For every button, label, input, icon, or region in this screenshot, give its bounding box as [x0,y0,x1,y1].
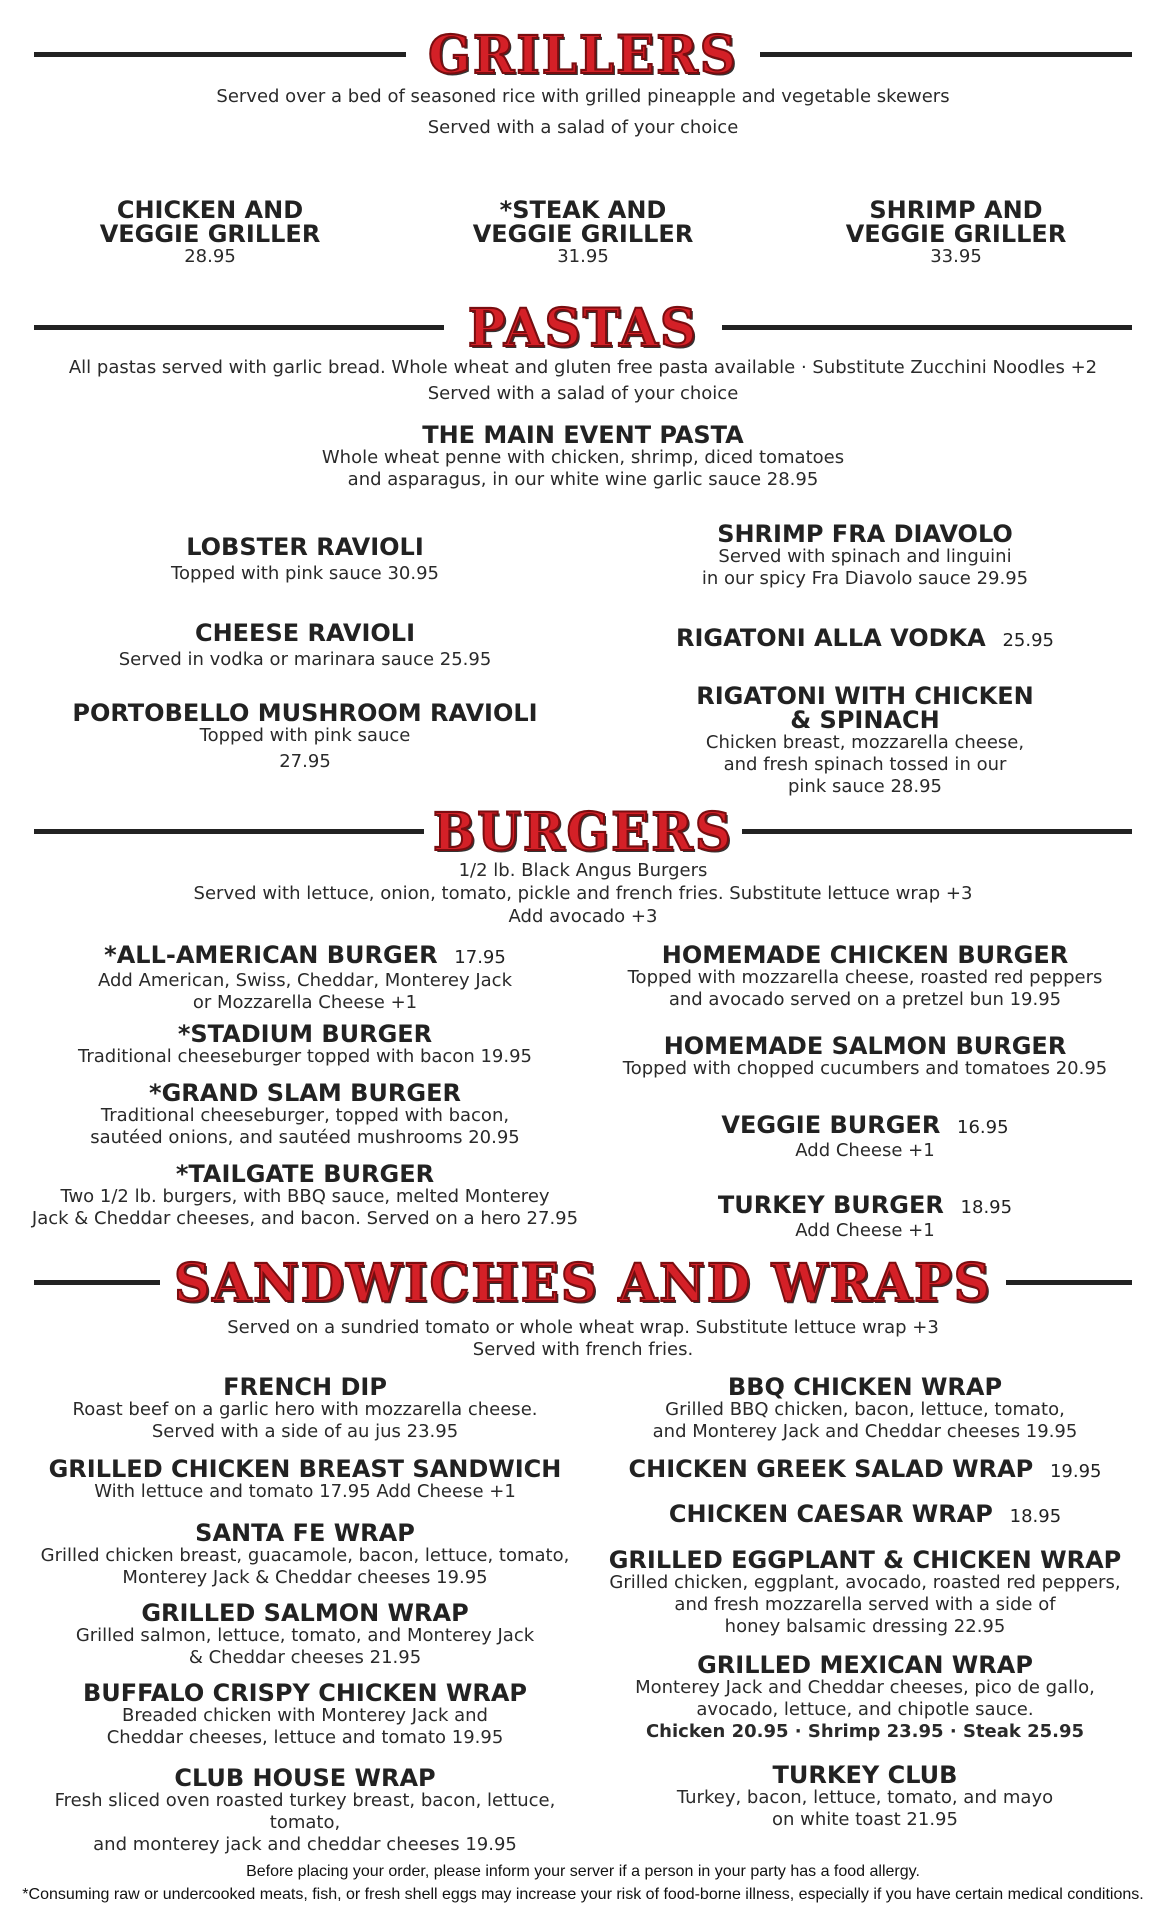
rule-left [34,325,444,330]
menu-item-chicken-greek-salad-wrap: CHICKEN GREEK SALAD WRAP 19.95 [628,1455,1102,1483]
menu-item-grilled-eggplant-chicken-wrap: GRILLED EGGPLANT & CHICKEN WRAP Grilled chicken, eggplant, avocado, roasted red peppers, and fresh mozzarella served with a side of honey balsamic dressing 22.95 [608,1546,1122,1637]
menu-item-grilled-mexican-wrap: GRILLED MEXICAN WRAP Monterey Jack and Cheddar cheeses, pico de gallo, avocado, lettuce, and chipotle sauce. Chicken 20.95 · Shrimp 23.95 · Steak 25.95 [635,1651,1095,1742]
menu-item-grand-slam-burger: *GRAND SLAM BURGER Traditional cheeseburger, topped with bacon, sautéed onions, and sautéed mushrooms 20.95 [90,1079,520,1148]
rule-right [1006,1280,1132,1285]
section-title-pastas: PASTAS [467,296,699,359]
menu-item-chicken-caesar-wrap: CHICKEN CAESAR WRAP 18.95 [668,1500,1062,1528]
burgers-note-served: Served with lettuce, onion, tomato, pickle and french fries. Substitute lettuce wrap +3 [193,883,973,904]
menu-item-rigatoni-chicken-spinach: RIGATONI WITH CHICKEN & SPINACH Chicken breast, mozzarella cheese, and fresh spinach tossed in our pink sauce 28.95 [696,682,1034,797]
sandwiches-note-wrap: Served on a sundried tomato or whole wheat wrap. Substitute lettuce wrap +3 [227,1317,939,1338]
menu-item-all-american-burger: *ALL-AMERICAN BURGER 17.95 Add American, Swiss, Cheddar, Monterey Jack or Mozzarella Cheese +1 [98,941,512,1013]
menu-item-veggie-burger: VEGGIE BURGER 16.95 Add Cheese +1 [721,1111,1009,1161]
menu-item-santa-fe-wrap: SANTA FE WRAP Grilled chicken breast, guacamole, bacon, lettuce, tomato, Monterey Jack & Cheddar cheeses 19.95 [40,1519,570,1588]
burgers-note-angus: 1/2 lb. Black Angus Burgers [458,860,708,881]
rule-left [34,829,424,834]
price: 25.95 [1002,630,1054,651]
price: 16.95 [957,1117,1009,1138]
menu-item-bbq-chicken-wrap: BBQ CHICKEN WRAP Grilled BBQ chicken, bacon, lettuce, tomato, and Monterey Jack and Cheddar cheeses 19.95 [652,1373,1078,1442]
menu-item-shrimp-fra-diavolo: SHRIMP FRA DIAVOLO Served with spinach and linguini in our spicy Fra Diavolo sauce 29.95 [701,520,1029,589]
menu-item-cheese-ravioli: CHEESE RAVIOLI Served in vodka or marinara sauce 25.95 [118,619,492,670]
pastas-note-salad: Served with a salad of your choice [427,383,739,404]
section-title-burgers: BURGERS [433,800,733,863]
consumption-warning: *Consuming raw or undercooked meats, fish, or fresh shell eggs may increase your risk of food-borne illness, especially if you have certain medical conditions. [22,1886,1144,1903]
menu-item-stadium-burger: *STADIUM BURGER Traditional cheeseburger topped with bacon 19.95 [78,1020,532,1067]
burgers-header [0,802,1166,862]
menu-item-lobster-ravioli: LOBSTER RAVIOLI Topped with pink sauce 30.95 [171,533,439,584]
menu-item-steak-griller: *STEAK AND VEGGIE GRILLER 31.95 [433,198,733,268]
rule-right [760,52,1132,57]
menu-item-club-house-wrap: CLUB HOUSE WRAP Fresh sliced oven roasted turkey breast, bacon, lettuce, tomato, and monterey jack and cheddar cheeses 19.95 [54,1764,556,1855]
menu-item-tailgate-burger: *TAILGATE BURGER Two 1/2 lb. burgers, with BBQ sauce, melted Monterey Jack & Cheddar cheeses, and bacon. Served on a hero 27.95 [31,1160,579,1229]
menu-item-chicken-burger: HOMEMADE CHICKEN BURGER Topped with mozzarella cheese, roasted red peppers and avocado served on a pretzel bun 19.95 [627,941,1103,1010]
rule-right [742,829,1132,834]
price: 18.95 [1009,1506,1062,1527]
grillers-note: Served over a bed of seasoned rice with grilled pineapple and vegetable skewers [216,86,950,107]
price: 19.95 [1049,1461,1102,1482]
menu-item-rigatoni-vodka: RIGATONI ALLA VODKA 25.95 [676,624,1054,652]
price: 33.95 [930,246,982,267]
menu-item-main-event-pasta: THE MAIN EVENT PASTA Whole wheat penne with chicken, shrimp, diced tomatoes and asparagus, in our white wine garlic sauce 28.95 [321,421,845,490]
section-title-grillers: GRILLERS [428,23,738,86]
rule-left [34,1280,160,1285]
grillers-header [0,25,1166,85]
pastas-header [0,298,1166,358]
menu-item-grilled-chicken-sandwich: GRILLED CHICKEN BREAST SANDWICH With lettuce and tomato 17.95 Add Cheese +1 [48,1455,562,1502]
price: 18.95 [960,1197,1013,1218]
rule-left [34,52,406,57]
menu-item-turkey-burger: TURKEY BURGER 18.95 Add Cheese +1 [717,1191,1013,1241]
rule-right [722,325,1132,330]
menu-item-shrimp-griller: SHRIMP AND VEGGIE GRILLER 33.95 [806,198,1106,268]
menu-item-grilled-salmon-wrap: GRILLED SALMON WRAP Grilled salmon, lettuce, tomato, and Monterey Jack & Cheddar cheeses 21.95 [75,1599,535,1668]
menu-item-chicken-griller: CHICKEN AND VEGGIE GRILLER 28.95 [60,198,360,268]
price: 31.95 [557,246,609,267]
menu-item-buffalo-crispy-chicken-wrap: BUFFALO CRISPY CHICKEN WRAP Breaded chicken with Monterey Jack and Cheddar cheeses, lettuce and tomato 19.95 [82,1679,527,1748]
menu-item-salmon-burger: HOMEMADE SALMON BURGER Topped with chopped cucumbers and tomatoes 20.95 [622,1032,1108,1079]
menu-item-portobello-ravioli: PORTOBELLO MUSHROOM RAVIOLI Topped with pink sauce 27.95 [72,699,538,772]
grillers-note-salad: Served with a salad of your choice [427,117,739,138]
section-title-sandwiches: SANDWICHES AND WRAPS [174,1251,992,1314]
burgers-note-avocado: Add avocado +3 [508,906,658,927]
sandwiches-note-fries: Served with french fries. [472,1339,694,1360]
sandwiches-header [0,1253,1166,1313]
price: 28.95 [184,246,236,267]
menu-item-turkey-club: TURKEY CLUB Turkey, bacon, lettuce, tomato, and mayo on white toast 21.95 [676,1761,1054,1830]
allergy-notice: Before placing your order, please inform your server if a person in your party has a food allergy. [246,1863,920,1880]
pastas-note: All pastas served with garlic bread. Whole wheat and gluten free pasta available · Substitute Zucchini Noodles +2 [68,357,1098,378]
price: 17.95 [454,947,506,968]
menu-item-french-dip: FRENCH DIP Roast beef on a garlic hero with mozzarella cheese. Served with a side of au jus 23.95 [72,1373,538,1442]
